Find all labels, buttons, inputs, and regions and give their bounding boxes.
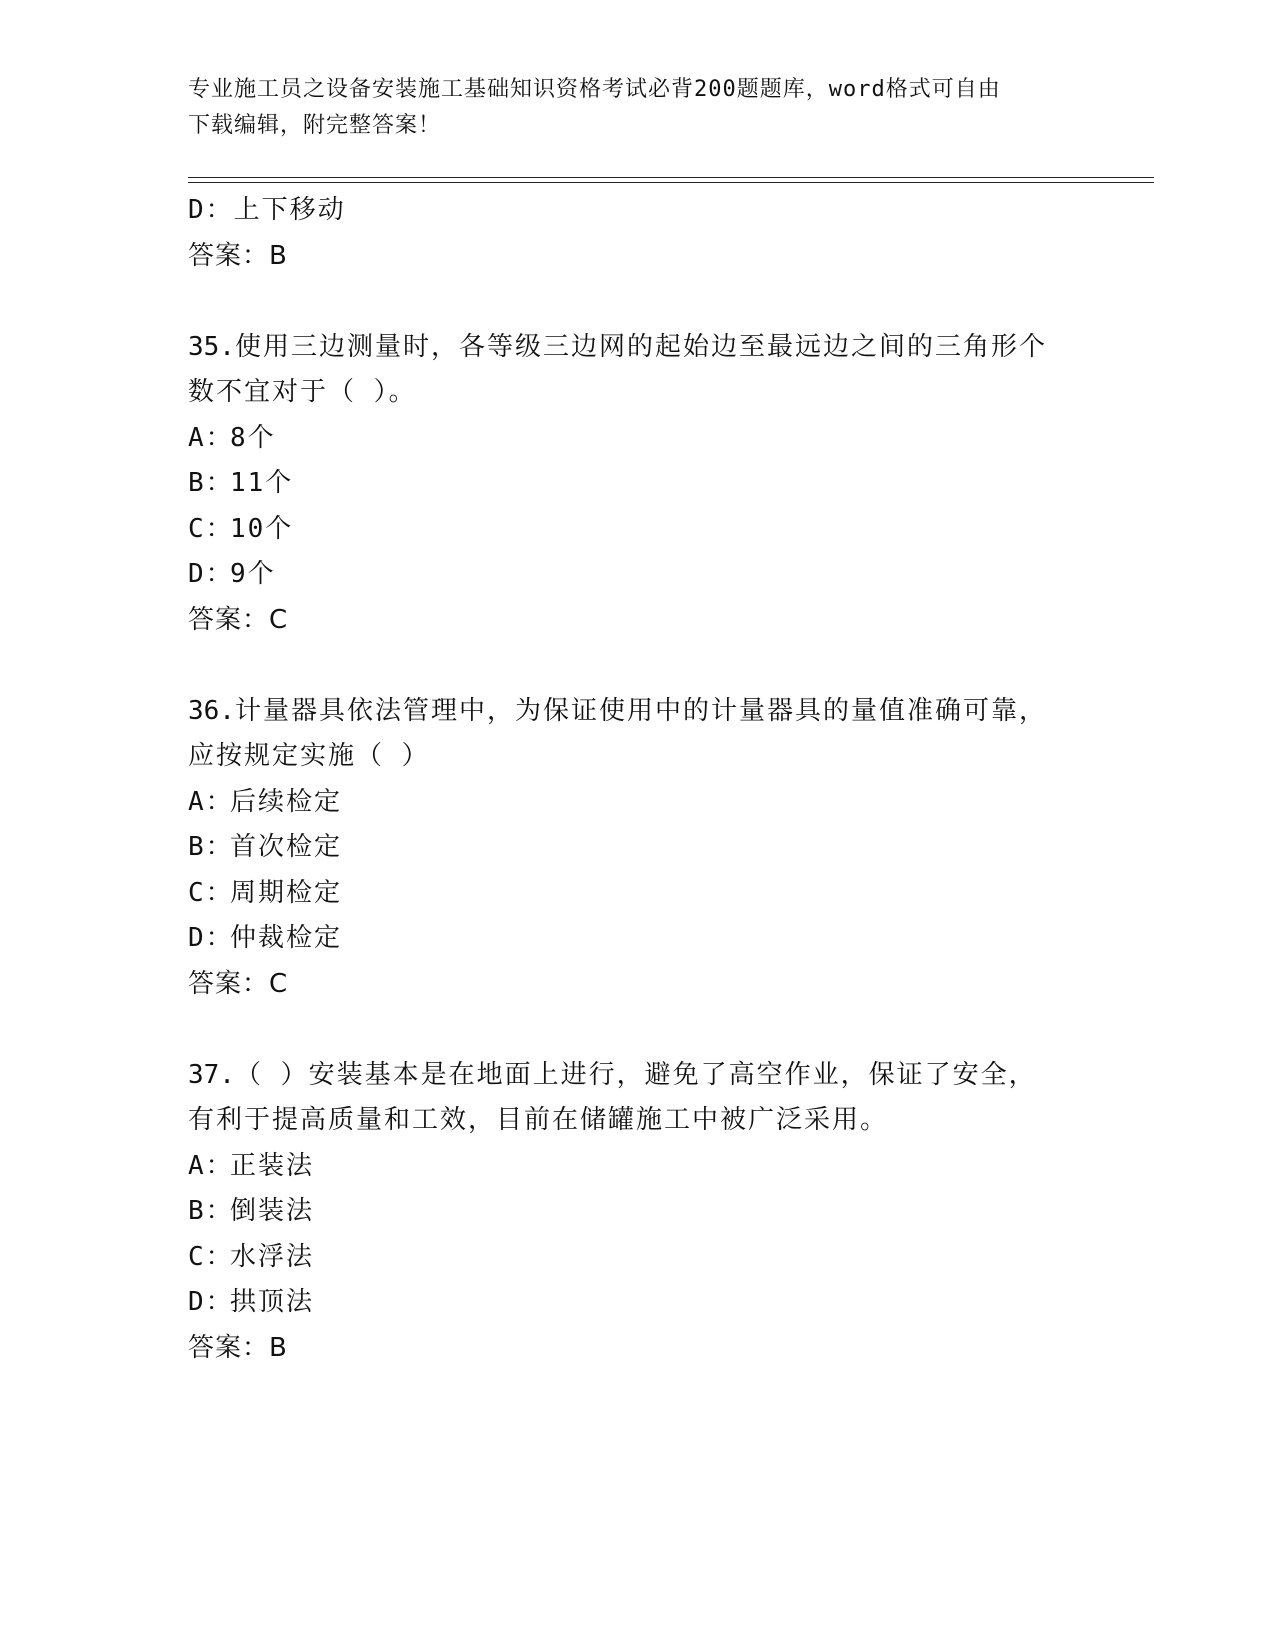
option-text: 拱顶法 — [230, 1287, 315, 1317]
option-d — [188, 916, 1088, 962]
option-c — [188, 871, 1088, 917]
option-letter: B： — [188, 1196, 234, 1226]
question-number: 36. — [188, 695, 235, 726]
option-c — [188, 1235, 1088, 1281]
option-letter: B： — [188, 468, 234, 498]
option-letter: B： — [188, 832, 234, 862]
option-text: 首次检定 — [230, 832, 343, 862]
question-number: 37. — [188, 1059, 235, 1090]
option-d — [188, 552, 1088, 598]
header-divider-bottom — [188, 182, 1154, 183]
option-text: 周期检定 — [230, 877, 343, 908]
spacer — [188, 643, 1088, 689]
question-37 — [188, 1053, 1088, 1372]
prev-option-d: D：上下移动 — [188, 195, 346, 225]
spacer — [188, 279, 1088, 325]
option-letter: D： — [188, 923, 234, 953]
option-b — [188, 1189, 1088, 1235]
option-text: 后续检定 — [230, 786, 343, 817]
option-letter: C： — [188, 1241, 234, 1272]
question-36 — [188, 689, 1088, 1008]
question-text-line-1 — [188, 1053, 1088, 1099]
question-list — [188, 188, 1088, 1371]
option-a — [188, 1144, 1088, 1190]
header-divider-top — [188, 177, 1154, 178]
question-text-line-2: 应按规定实施（ ） — [188, 741, 430, 771]
option-b — [188, 825, 1088, 871]
question-text-line-1 — [188, 325, 1088, 371]
question-35 — [188, 325, 1088, 644]
option-letter: A： — [188, 1150, 234, 1181]
answer: 答案：C — [188, 968, 289, 999]
question-text-line-1 — [188, 689, 1088, 735]
question-number: 35. — [188, 331, 235, 362]
option-text: 11个 — [230, 468, 294, 498]
header-line-2: 下载编辑，附完整答案！ — [188, 113, 442, 138]
option-text: 水浮法 — [230, 1241, 315, 1272]
option-letter: D： — [188, 559, 234, 589]
spacer — [188, 1007, 1088, 1053]
option-letter: C： — [188, 877, 234, 908]
option-text: 正装法 — [230, 1150, 315, 1181]
option-text: 倒装法 — [230, 1196, 315, 1226]
answer: 答案：C — [188, 604, 289, 635]
answer: 答案：B — [188, 1332, 288, 1363]
option-a — [188, 780, 1088, 826]
header-line-1: 专业施工员之设备安装施工基础知识资格考试必背200题题库，word格式可自由 — [188, 77, 1001, 102]
option-text: 9个 — [230, 559, 276, 589]
option-letter: D： — [188, 1287, 234, 1317]
option-c — [188, 507, 1088, 553]
question-text: 使用三边测量时，各等级三边网的起始边至最远边之间的三角形个 — [234, 331, 1047, 362]
option-a — [188, 416, 1088, 462]
option-text: 仲裁检定 — [230, 923, 343, 953]
question-text-line-2: 有利于提高质量和工效，目前在储罐施工中被广泛采用。 — [188, 1105, 889, 1135]
option-text: 8个 — [230, 422, 276, 453]
option-letter: C： — [188, 513, 234, 544]
option-d — [188, 1280, 1088, 1326]
option-text: 10个 — [230, 513, 294, 544]
question-text: 计量器具依法管理中，为保证使用中的计量器具的量值准确可靠， — [234, 695, 1047, 726]
prev-answer: 答案：B — [188, 240, 288, 271]
document-header — [188, 72, 1068, 144]
question-text: （ ）安装基本是在地面上进行，避免了高空作业，保证了安全， — [234, 1059, 1037, 1090]
option-b — [188, 461, 1088, 507]
question-text-line-2: 数不宜对于（ ）。 — [188, 377, 417, 407]
option-letter: A： — [188, 786, 234, 817]
option-letter: A： — [188, 422, 234, 453]
